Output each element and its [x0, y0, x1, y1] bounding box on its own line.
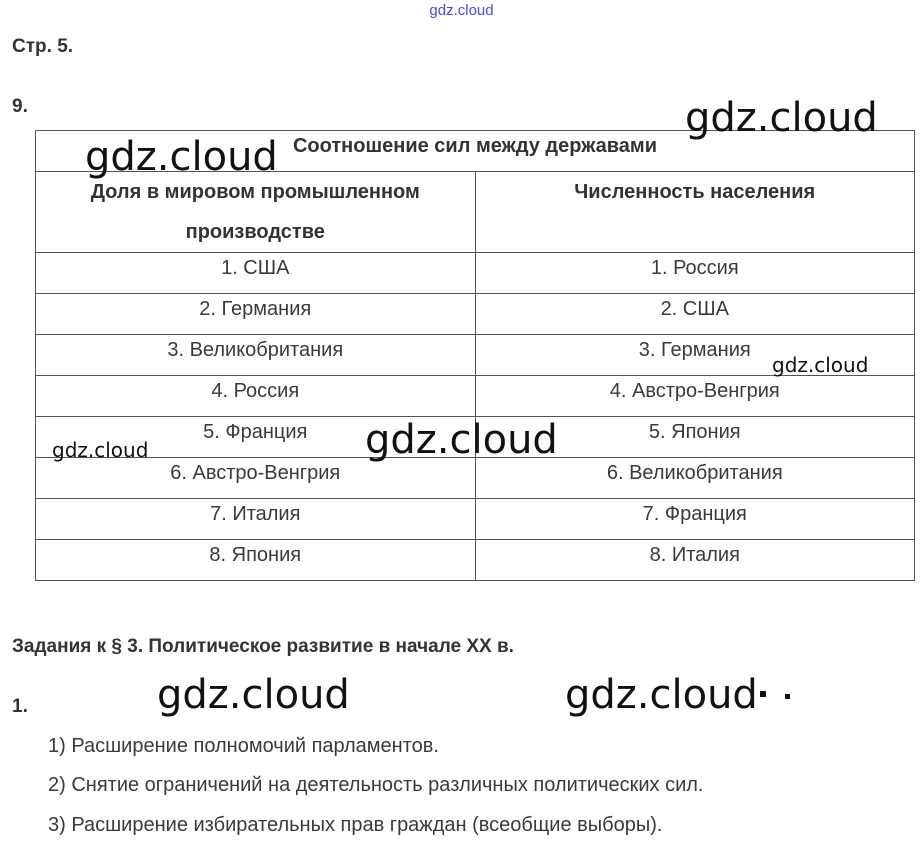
table-row [36, 294, 915, 335]
cell-production: 3. Великобритания [36, 335, 476, 376]
watermark: gdz.cloud [52, 438, 149, 462]
answer-item: 1) Расширение полномочий парламентов. [48, 735, 439, 757]
cell-production: 2. Германия [36, 294, 476, 335]
watermark: gdz.cloud [157, 672, 350, 718]
cell-production: 1. США [36, 253, 476, 294]
watermark: gdz.cloud [365, 417, 558, 463]
cell-production: 5. Франция [36, 417, 476, 458]
table-title: Соотношение сил между державами [36, 131, 915, 172]
cell-population: 2. США [475, 294, 915, 335]
watermark: gdz.cloud [772, 353, 869, 377]
cell-population: 1. Россия [475, 253, 915, 294]
column-header-production: Доля в мировом промышленном производстве [36, 172, 476, 253]
table-row [36, 376, 915, 417]
table-row [36, 540, 915, 581]
cell-population: 3. Германия [475, 335, 915, 376]
cell-production: 4. Россия [36, 376, 476, 417]
table-row [36, 253, 915, 294]
dot-mark [760, 691, 766, 697]
answer-item: 2) Снятие ограничений на деятельность различных политических сил. [48, 774, 704, 796]
table-row [36, 458, 915, 499]
cell-population: 6. Великобритания [475, 458, 915, 499]
page-reference: Стр. 5. [12, 36, 74, 57]
table-row [36, 499, 915, 540]
cell-production: 8. Япония [36, 540, 476, 581]
answer-item: 3) Расширение избирательных прав граждан (всеобщие выборы). [48, 814, 663, 836]
table-header-row [36, 172, 915, 253]
column-header-population: Численность населения [475, 172, 915, 253]
dot-mark [785, 694, 790, 699]
cell-population: 5. Япония [475, 417, 915, 458]
cell-population: 8. Италия [475, 540, 915, 581]
watermark: gdz.cloud [85, 134, 278, 180]
cell-production: 7. Италия [36, 499, 476, 540]
cell-population: 4. Австро-Венгрия [475, 376, 915, 417]
watermark: gdz.cloud [685, 95, 878, 141]
watermark: gdz.cloud [565, 672, 758, 718]
watermark-top: gdz.cloud [429, 2, 494, 19]
task-number: 9. [12, 96, 28, 117]
cell-population: 7. Франция [475, 499, 915, 540]
cell-production: 6. Австро-Венгрия [36, 458, 476, 499]
answer-number: 1. [12, 696, 28, 717]
section-title: Задания к § 3. Политическое развитие в начале XX в. [12, 636, 514, 657]
